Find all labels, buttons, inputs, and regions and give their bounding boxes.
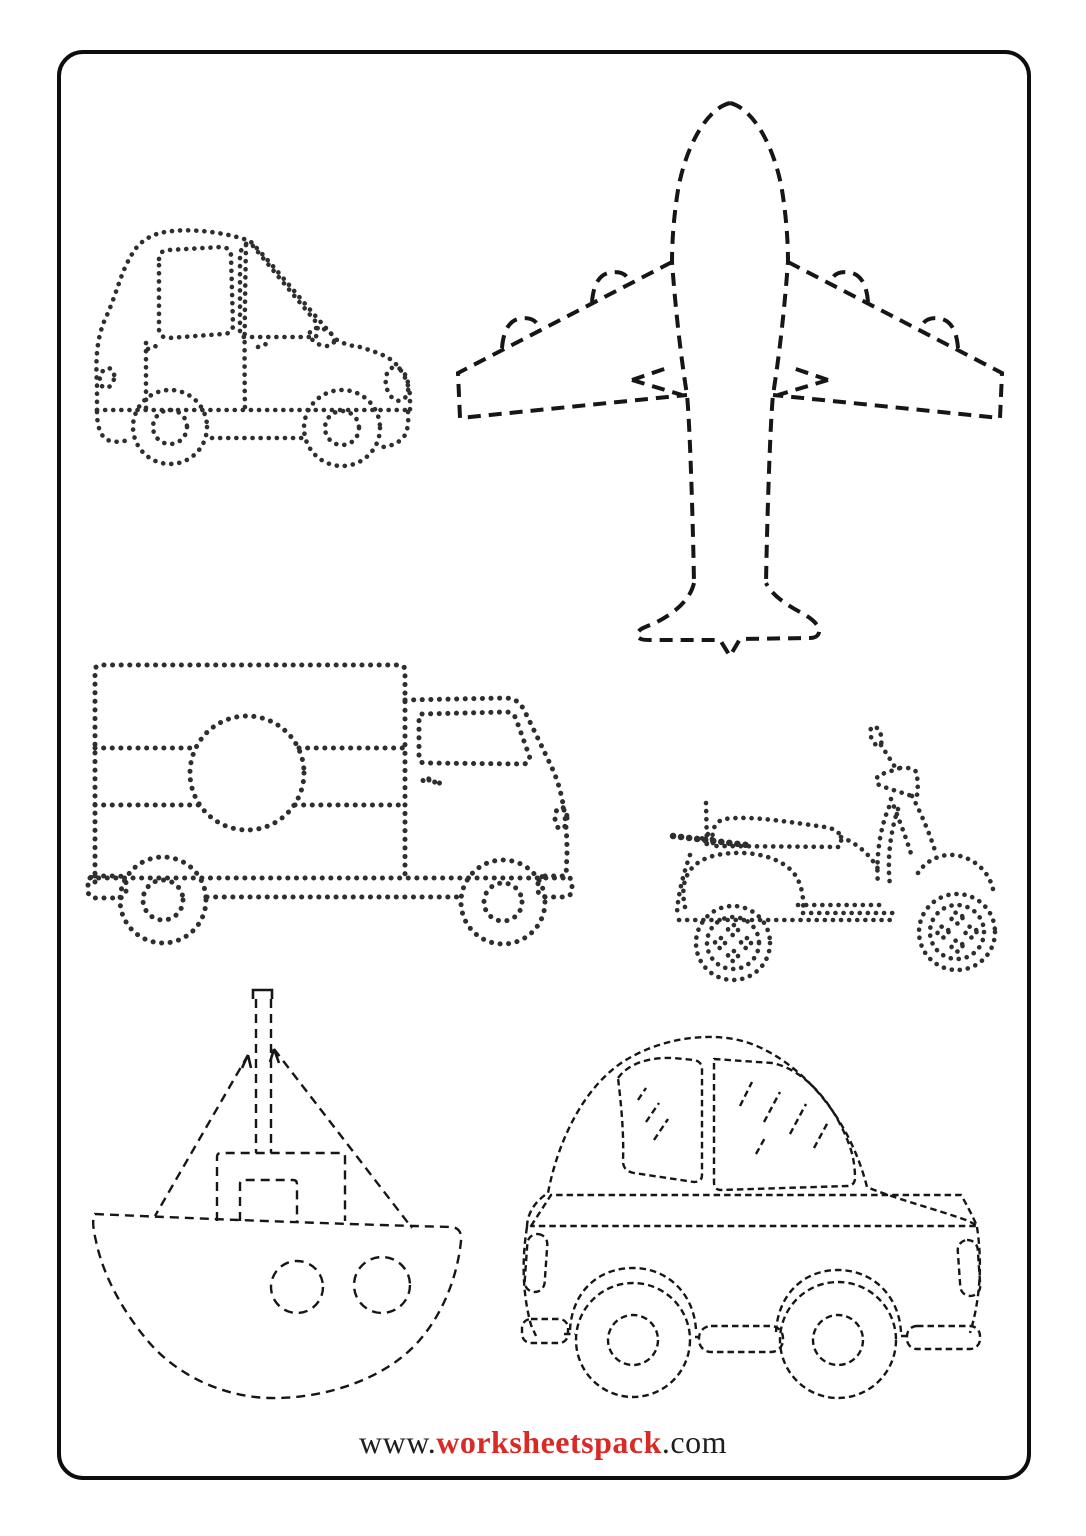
taxi-tracing-icon xyxy=(518,1030,998,1410)
scooter-tracing-icon xyxy=(665,715,1010,985)
airplane-tracing-icon xyxy=(450,95,1010,670)
website-credit-prefix: www. xyxy=(358,1424,437,1460)
car-tracing-icon xyxy=(88,225,418,490)
website-credit-suffix: .com xyxy=(661,1424,727,1460)
website-credit-brand: worksheetspack xyxy=(436,1424,662,1460)
boat-tracing-icon xyxy=(90,985,470,1405)
truck-tracing-icon xyxy=(85,658,580,958)
website-credit xyxy=(0,1424,1086,1461)
